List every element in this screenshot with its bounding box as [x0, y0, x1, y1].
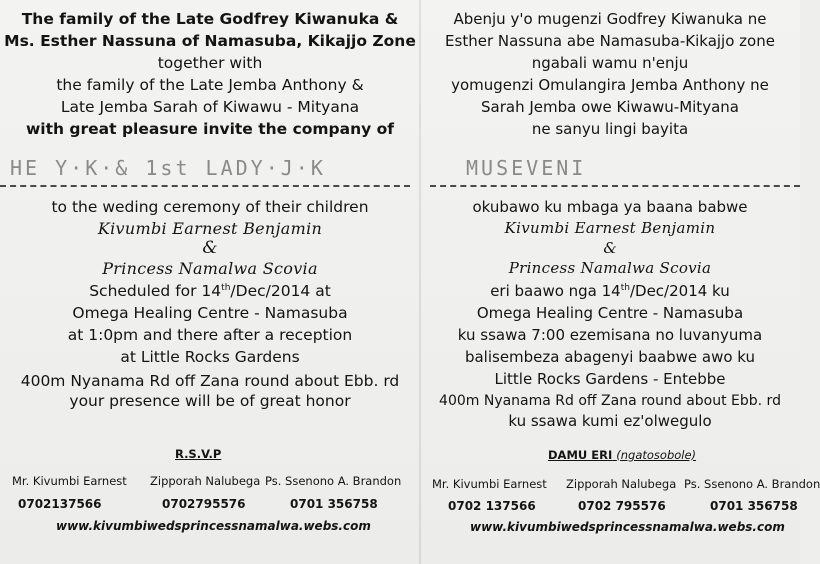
occasion-line: to the weding ceremony of their children [51, 198, 369, 216]
intro-line-5: Late Jemba Sarah of Kiwawu - Mityana [60, 98, 360, 116]
date-ordinal: th [620, 283, 630, 293]
intro-line-5: Sarah Jemba owe Kiwawu-Mityana [481, 98, 739, 116]
contact-phone-1: 0702137566 [18, 497, 102, 511]
date-prefix: eri baawo nga 14 [490, 282, 621, 300]
handwritten-guest-right: MUSEVENI [466, 156, 587, 180]
date-line [420, 282, 800, 301]
bride-name: Princess Namalwa Scovia [102, 259, 318, 278]
contact-phone-1: 0702 137566 [448, 499, 536, 513]
contact-name-1: Mr. Kivumbi Earnest [432, 477, 547, 491]
detail-line-2: at 1:0pm and there after a reception [67, 326, 353, 344]
groom-name: Kivumbi Earnest Benjamin [97, 219, 323, 238]
detail-line-1: Omega Healing Centre - Namasuba [476, 304, 744, 322]
intro-line-2: Esther Nassuna abe Namasuba-Kikajjo zone [445, 32, 775, 50]
rsvp-title-text: DAMU ERI [548, 448, 613, 462]
intro-line-6: with great pleasure invite the company of [25, 120, 395, 138]
contact-phone-2: 0702 795576 [578, 499, 666, 513]
name-fill-line-left [0, 185, 410, 187]
intro-line-1: The family of the Late Godfrey Kiwanuka & [21, 10, 399, 28]
rsvp-title: R.S.V.P [175, 447, 222, 461]
date-ordinal: th [221, 282, 231, 293]
detail-line-2: ku ssawa 7:00 ezemisana no luvanyuma [457, 326, 763, 344]
website-link[interactable]: www.kivumbiwedsprincessnamalwa.webs.com [56, 519, 371, 533]
detail-line-4: 400m Nyanama Rd off Zana round about Ebb. rd [20, 372, 400, 390]
contact-name-2: Zipporah Nalubega [150, 474, 261, 488]
handwritten-guest-left: HE Y·K·& 1st LADY·J·K [10, 156, 326, 180]
intro-line-2: Ms. Esther Nassuna of Namasuba, Kikajjo Zone [4, 32, 416, 50]
date-prefix: Scheduled for 14 [89, 282, 222, 300]
date-suffix: /Dec/2014 ku [629, 282, 730, 300]
detail-line-4: Little Rocks Gardens - Entebbe [494, 370, 726, 388]
bride-name: Princess Namalwa Scovia [508, 259, 712, 277]
contact-name-1: Mr. Kivumbi Earnest [12, 474, 127, 488]
detail-line-5: 400m Nyanama Rd off Zana round about Ebb. rd [439, 393, 781, 409]
contact-phone-3: 0701 356758 [710, 499, 798, 513]
intro-line-6: ne sanyu lingi bayita [531, 120, 689, 138]
contact-name-3: Ps. Ssenono A. Brandon [684, 477, 820, 491]
detail-line-1: Omega Healing Centre - Namasuba [72, 304, 348, 322]
name-fill-line-right [430, 185, 800, 187]
rsvp-title [548, 448, 696, 462]
intro-line-4: the family of the Late Jemba Anthony & [56, 76, 364, 94]
occasion-line: okubawo ku mbaga ya baana babwe [472, 198, 748, 216]
contact-phone-3: 0701 356758 [290, 497, 378, 511]
detail-line-6: ku ssawa kumi ez'olwegulo [508, 412, 712, 430]
intro-line-3: ngabali wamu n'enju [531, 54, 689, 72]
intro-line-1: Abenju y'o mugenzi Godfrey Kiwanuka ne [453, 10, 767, 28]
website-link[interactable]: www.kivumbiwedsprincessnamalwa.webs.com [470, 520, 785, 534]
contact-name-2: Zipporah Nalubega [566, 477, 677, 491]
contact-name-3: Ps. Ssenono A. Brandon [265, 474, 402, 488]
groom-name: Kivumbi Earnest Benjamin [504, 219, 716, 237]
detail-line-3: balisembeza abagenyi baabwe awo ku [464, 348, 756, 366]
intro-line-3: together with [157, 54, 263, 72]
detail-line-5: your presence will be of great honor [69, 392, 351, 410]
detail-line-3: at Little Rocks Gardens [120, 348, 300, 366]
contact-phone-2: 0702795576 [162, 497, 246, 511]
ampersand: & [603, 239, 617, 257]
date-line [0, 282, 420, 301]
ampersand: & [202, 238, 218, 258]
intro-line-4: yomugenzi Omulangira Jemba Anthony ne [451, 76, 769, 94]
date-suffix: /Dec/2014 at [230, 282, 331, 300]
fold-crease [419, 0, 421, 564]
rsvp-note: (ngatosobole) [616, 448, 697, 462]
